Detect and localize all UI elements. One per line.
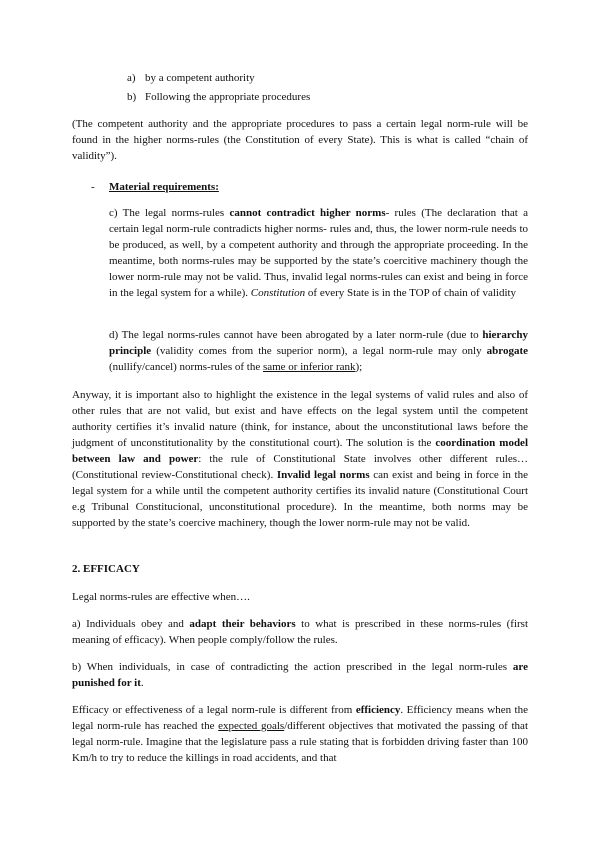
list-item [127,89,136,105]
paragraph-a: a) Individuals obey and adapt their behaviors to what is prescribed in these norms-rules (first meaning of efficacy). When people comply/follow the rules. [72,618,529,646]
paragraph-efficiency: Efficacy or effectiveness of a legal norm-rule is different from efficiency. Efficiency means when the legal norm-rule has reached the expected goals/different objectives that motivated the passing of that legal norm-rule. Imagine that the legislature pass a rule stating that is forbidden driving faster than 100 Km/h to try to reduce the killings in road accidents, and that [72,704,529,764]
paragraph-anyway: Anyway, it is important also to highlight the existence in the legal systems of valid rules and also of other rules that are not valid, but exist and have effects on the legal system until the competent authority certifies it’s invalid nature (think, for instance, about the unconstitutional laws before the judgment of unconstitutionality by the constitutional court). The solution is the coordination model between law and power: the rule of Constitutional State involves other different rules… (Constitutional review-Constitutional check). Invalid legal norms can exist and being in force in the legal system for a while until the competent authority certifies its invalid nature (Constitutional Court e.g Tribunal Constitucional, unconstitutional procedure). In the meantime, both norms may be supported by the state’s coercive machinery, though the lower norm-rule may not be valid. [72,389,528,529]
section-heading-material: Material requirements: [109,181,219,193]
bullet-dash: - [91,181,95,193]
list-marker: a) [127,72,136,84]
paragraph-b: b) When individuals, in case of contradicting the action prescribed in the legal norm-rules are punished for it. [72,661,528,689]
paragraph-chain-of-validity: (The competent authority and the appropriate procedures to pass a certain legal norm-rule will be found in the higher norms-rules (the Constitution of every State). This is what is called “chain of validity”). [72,118,528,162]
list-item [127,70,136,86]
paragraph-effective-when: Legal norms-rules are effective when…. [72,591,250,603]
section-heading-efficacy: 2. EFFICACY [72,563,140,575]
list-marker: b) [127,91,137,103]
list-item-text: by a competent authority [145,72,255,84]
list-item-text: Following the appropriate procedures [145,91,311,103]
paragraph-c: c) The legal norms-rules cannot contradict higher norms- rules (The declaration that a certain legal norm-rule contradicts higher norms- rules and, thus, the lower norm-rule needs to be produced, as well, by a competent authority and through the appropriate proceeding. In the meantime, both norms-rules may be supported by the state’s coercitive machinery though the lower norm-rule may not be valid. Thus, invalid legal norms-rules can exist and being in force in the legal system for a while). Constitution of every State is in the TOP of chain of validity [109,207,528,299]
paragraph-d: d) The legal norms-rules cannot have been abrogated by a later norm-rule (due to hierarchy principle (validity comes from the superior norm), a legal norm-rule may only abrogate (nullify/cancel) norms-rules of the same or inferior rank); [109,329,528,373]
